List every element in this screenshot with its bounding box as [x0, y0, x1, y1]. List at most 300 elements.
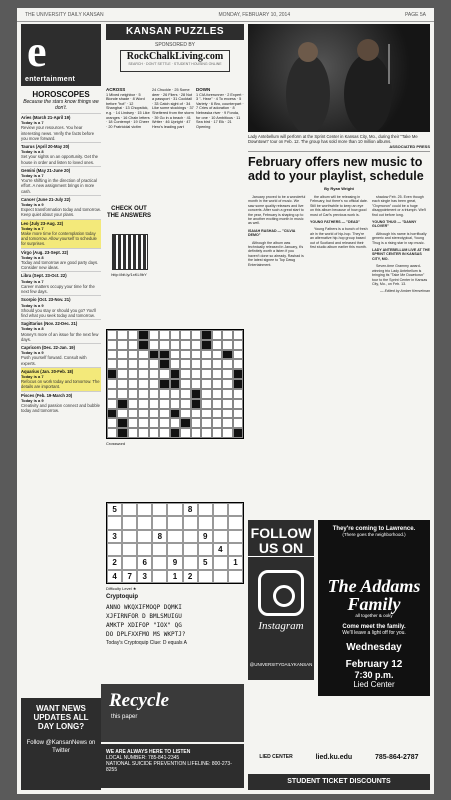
horoscope-rating: Today is a 7	[21, 278, 44, 284]
crossword-cell	[117, 330, 127, 340]
cryptoquip-line-3: AMKTP XDIFOP "IOX" QG	[106, 622, 182, 629]
crossword-cell	[201, 389, 211, 399]
down-text: 1 CIA forerunner · 2 Expert · 3 "- Hear" · 4 To excess · 5 Variety · 6 Bro, counterpart · 7 Cries of adoration · 8 Nebraska river · 9 Fonda, for one · 10 Ambitious · 11 Sea bird · 17 Elk · 21 Opening	[196, 92, 244, 129]
crossword-cell	[191, 409, 201, 419]
crossword-cell	[117, 369, 127, 379]
crossword-cell	[180, 418, 190, 428]
crossword-cell	[222, 409, 232, 419]
crossword-cell	[128, 418, 138, 428]
down-label: DOWN	[196, 87, 211, 92]
across-label: ACROSS	[106, 87, 126, 92]
sudoku-cell	[152, 516, 167, 529]
cryptoquip-line-4: DO DPLFXXFMO MS WKPTJ?	[106, 631, 186, 638]
crossword-cell	[128, 409, 138, 419]
sudoku-cell	[152, 543, 167, 556]
crossword-cell	[159, 359, 169, 369]
down-clues	[196, 88, 244, 129]
crossword-cell	[201, 418, 211, 428]
sudoku-grid	[106, 502, 244, 584]
crossword-cell	[138, 350, 148, 360]
headquarters-ad	[101, 744, 244, 788]
crossword-cell	[212, 340, 222, 350]
crossword-cell	[159, 389, 169, 399]
hq-line-2: LOCAL NUMBER: 785-841-2345	[106, 755, 180, 761]
sudoku-cell	[183, 543, 198, 556]
answers-url[interactable]: http://bit.ly/1xKL9bY	[111, 272, 147, 277]
crossword-cell	[191, 330, 201, 340]
addams-line-1: Come meet the family.	[342, 624, 406, 630]
across-text-2: 24 Chuckle · 25 Some deer · 26 Fliers · 28 Not a passport · 31 Cocktail · 33 Catch sight of · 34 Like some stockings · 37 Sheltered from the storm · 39 Go in a beach · 41 Writer · 46 Upright · 47 Hero's leading part	[152, 88, 194, 129]
sudoku-cell: 9	[167, 556, 182, 569]
addams-line-2: We'll leave a light off for you.	[342, 630, 406, 636]
crossword-cell	[107, 340, 117, 350]
sponsor-tagline: SEARCH · DON'T SETTLE · STUDENT HOUSING ONLINE	[128, 62, 222, 66]
horoscope-text: Push yourself forward. Consult with experts.	[21, 355, 87, 366]
recycle-ad	[101, 684, 244, 742]
crossword-cell	[212, 428, 222, 438]
horoscope-entry	[21, 195, 101, 219]
cryptoquip-line-1: ANNO WKQXIFMOQP DQMKI	[106, 604, 182, 611]
horoscope-rating: Today is a 8	[21, 326, 44, 332]
horoscope-entry	[21, 248, 101, 272]
crossword-cell	[212, 379, 222, 389]
recycle-title: Recycle	[109, 690, 170, 711]
crossword-cell	[128, 428, 138, 438]
crossword-cell	[233, 389, 243, 399]
crossword-cell	[222, 330, 232, 340]
sudoku-cell	[213, 516, 228, 529]
crossword-cell	[107, 330, 117, 340]
sudoku-cell	[137, 543, 152, 556]
sponsored-by: SPONSORED BY	[154, 42, 195, 48]
sponsor-logo[interactable]	[120, 50, 230, 72]
crossword-cell	[222, 428, 232, 438]
crossword-cell	[233, 330, 243, 340]
crossword-cell	[128, 350, 138, 360]
horoscope-name: Leo (July 23-Aug. 22)	[21, 220, 64, 226]
horoscope-entry	[21, 319, 101, 343]
crossword-cell	[222, 379, 232, 389]
sudoku-cell: 2	[183, 570, 198, 583]
sudoku-cell	[198, 543, 213, 556]
horoscope-name: Sagittarius (Nov. 22-Dec. 21)	[21, 321, 78, 327]
crossword-cell	[222, 399, 232, 409]
crossword-cell	[212, 389, 222, 399]
cryptoquip	[106, 594, 244, 648]
crossword-cell	[159, 330, 169, 340]
concert-photo-image	[248, 24, 430, 132]
sudoku-cell	[167, 543, 182, 556]
crossword-cell	[128, 359, 138, 369]
horoscope-name: Scorpio (Oct. 23-Nov. 21)	[21, 297, 71, 303]
crossword-cell	[159, 418, 169, 428]
crossword-cell	[180, 409, 190, 419]
sudoku-cell	[228, 570, 243, 583]
crossword-cell	[138, 428, 148, 438]
addams-family-ad[interactable]	[318, 520, 430, 696]
crossword-cell	[233, 428, 243, 438]
crossword-cell	[159, 428, 169, 438]
crossword-cell	[138, 379, 148, 389]
crossword-cell	[212, 409, 222, 419]
crossword-cell	[107, 409, 117, 419]
crossword-cell	[180, 379, 190, 389]
sudoku-cell	[228, 516, 243, 529]
article-subhead: YOUNG THUG — "DANNY GLOVER"	[372, 220, 417, 229]
sudoku-cell	[122, 543, 137, 556]
horoscope-name: Gemini (May 21-June 20)	[21, 167, 71, 173]
sudoku-cell	[137, 503, 152, 516]
horoscope-text: Make more time for contemplation today and tomorrow. Allow yourself to schedule for surprises.	[21, 231, 97, 247]
logo-letter-e: e	[27, 27, 47, 76]
lied-name: LIED CENTER	[259, 754, 293, 760]
sudoku-cell	[107, 543, 122, 556]
sudoku-cell	[213, 556, 228, 569]
sudoku-cell	[198, 516, 213, 529]
horoscope-entry	[21, 367, 101, 391]
sudoku-cell: 6	[137, 556, 152, 569]
addams-venue: Lied Center	[353, 680, 395, 689]
crossword-cell	[107, 418, 117, 428]
horoscopes-subtitle: Because the stars know things we don't.	[23, 99, 99, 111]
horoscope-entry	[21, 166, 101, 195]
sudoku-cell: 7	[122, 570, 137, 583]
issue-date: MONDAY, FEBRUARY 10, 2014	[218, 11, 291, 18]
sudoku-cell	[228, 543, 243, 556]
crossword-cell	[107, 350, 117, 360]
horoscope-entry	[21, 219, 101, 248]
addams-date: February 12	[345, 659, 403, 670]
crossword-cell	[138, 340, 148, 350]
horoscope-text: Review your resources. You hear interesting news. Verify the facts before you move forward.	[21, 125, 95, 141]
sudoku-cell: 8	[183, 503, 198, 516]
crossword-cell	[117, 428, 127, 438]
crossword-cell	[201, 330, 211, 340]
crossword-cell	[138, 369, 148, 379]
crossword-cell	[222, 369, 232, 379]
horoscope-rating: Today is a 9	[21, 302, 44, 308]
addams-time: 7:30 p.m.	[354, 670, 394, 680]
lied-center-footer	[248, 744, 430, 770]
horoscope-rating: Today is a 8	[21, 254, 44, 260]
crossword-cell	[117, 389, 127, 399]
crossword-cell	[128, 330, 138, 340]
cryptoquip-line-2: XJFIRNFOR D BMLSMUIGU	[106, 613, 182, 620]
sudoku-cell: 1	[167, 570, 182, 583]
crossword-cell	[222, 350, 232, 360]
across-clues-1	[106, 88, 150, 129]
article-col-2	[310, 195, 368, 297]
crossword-cell	[128, 389, 138, 399]
want-news-ad[interactable]	[21, 698, 101, 790]
photo-credit: ASSOCIATED PRESS	[389, 144, 430, 149]
crossword-cell	[159, 409, 169, 419]
crossword-cell	[107, 428, 117, 438]
crossword-cell	[201, 359, 211, 369]
crossword-cell	[201, 428, 211, 438]
crossword-cell	[233, 418, 243, 428]
sudoku-cell	[183, 530, 198, 543]
newspaper-page	[17, 8, 434, 794]
horoscope-text: Expect transformation today and tomorrow. Keep quiet about your plans.	[21, 207, 101, 218]
crossword-cell	[170, 409, 180, 419]
addams-subtitle: all together & ooky	[355, 613, 393, 618]
crossword-cell	[117, 340, 127, 350]
caption-text: Lady Antebellum will perform at the Sprint Center in Kansas City, Mo., during their "Take Me Downtown" tour on Feb. 12. The group has sold more than 10 million albums.	[248, 134, 418, 144]
sudoku-cell: 4	[107, 570, 122, 583]
crossword-cell	[180, 428, 190, 438]
sudoku-cell	[122, 530, 137, 543]
sudoku-cell	[167, 503, 182, 516]
crossword-cell	[201, 399, 211, 409]
crossword-cell	[149, 389, 159, 399]
sudoku-cell	[122, 503, 137, 516]
crossword-cell	[201, 409, 211, 419]
hq-line-3: NATIONAL SUICIDE PREVENTION LIFELINE: 800-273-8255	[106, 761, 232, 773]
camera-icon	[258, 570, 304, 616]
crossword-cell	[149, 359, 159, 369]
lied-site[interactable]: lied.ku.edu	[315, 753, 353, 761]
horoscope-rating: Today is a 9	[21, 202, 44, 208]
crossword-cell	[170, 379, 180, 389]
sudoku-cell: 5	[198, 556, 213, 569]
article-paragraph: January proved to be a wonderful month in the world of music. We saw some quality releases and live concerts. After such a great start to the year, February is shaping up to be another exciting month in music as well.	[248, 195, 306, 226]
sudoku-cell	[152, 556, 167, 569]
crossword-cell	[212, 350, 222, 360]
article-paragraph: shadow Feb. 25. Even though each single has been great, "Oxymoron" could be a huge disappointment or a triumph. We'll find out before long.	[372, 195, 427, 217]
crossword-cell	[222, 418, 232, 428]
crossword-cell	[170, 369, 180, 379]
sudoku-cell	[228, 530, 243, 543]
crossword-cell	[149, 330, 159, 340]
crossword-cell	[191, 428, 201, 438]
horoscope-name: Virgo (Aug. 23-Sept. 22)	[21, 249, 69, 255]
crossword-cell	[128, 340, 138, 350]
crossword-cell	[191, 399, 201, 409]
crossword-cell	[222, 340, 232, 350]
horoscope-entry	[21, 391, 101, 415]
crossword-cell	[149, 350, 159, 360]
crossword-cell	[149, 340, 159, 350]
crossword-cell	[149, 428, 159, 438]
crossword-cell	[138, 389, 148, 399]
sudoku-cell	[137, 516, 152, 529]
crossword-cell	[159, 369, 169, 379]
instagram-ad[interactable]	[248, 520, 314, 680]
crossword-cell	[201, 379, 211, 389]
article-col-3	[372, 195, 430, 297]
article-subhead: ISAIAH RASHAD — "CILVIA DEMO"	[248, 228, 296, 238]
sudoku-cell	[107, 516, 122, 529]
horoscope-rating: Today is a 7	[21, 173, 44, 179]
horoscope-name: Capricorn (Dec. 22-Jan. 19)	[21, 344, 75, 350]
cryptoquip-label: Cryptoquip	[106, 594, 138, 600]
horoscope-rating: Today is a 7	[21, 373, 44, 379]
horoscope-entry	[21, 142, 101, 166]
crossword-cell	[170, 330, 180, 340]
crossword-cell	[233, 350, 243, 360]
sudoku-cell: 3	[137, 570, 152, 583]
sudoku-cell: 4	[213, 543, 228, 556]
horoscope-text: Creativity and passion connect and bubble today and tomorrow.	[21, 402, 100, 414]
paper-name: THE UNIVERSITY DAILY KANSAN	[25, 11, 104, 18]
article-subhead: YOUNG FATHERS — "DEAD"	[310, 220, 360, 225]
crossword-cell	[138, 409, 148, 419]
section-label: entertainment	[25, 76, 76, 83]
left-column	[21, 24, 101, 790]
addams-tagline: They're coming to Lawrence.	[332, 526, 416, 532]
horoscope-text: Career matters occupy your time for the next few days.	[21, 283, 95, 295]
crossword-cell	[191, 418, 201, 428]
sponsor-name: RockChalkLiving.com	[126, 51, 224, 62]
crossword-cell	[107, 399, 117, 409]
crossword-cell	[180, 330, 190, 340]
entertainment-logo	[21, 24, 101, 86]
horoscope-entry	[21, 271, 101, 295]
horoscope-name: Cancer (June 21-July 22)	[21, 196, 71, 202]
crossword-cell	[233, 379, 243, 389]
sudoku-cell	[167, 516, 182, 529]
horoscope-text: Refocus on work today and tomorrow. The details are important.	[21, 379, 100, 390]
horoscope-name: Pisces (Feb. 19-March 20)	[21, 392, 73, 398]
crossword-cell	[128, 369, 138, 379]
crossword-cell	[191, 340, 201, 350]
recycle-subtitle: this paper	[111, 714, 138, 720]
sudoku-cell	[122, 516, 137, 529]
sudoku-cell	[137, 530, 152, 543]
want-news-handle: Follow @KansanNews on Twitter	[26, 740, 96, 754]
crossword-cell	[149, 369, 159, 379]
crossword-cell	[117, 409, 127, 419]
crossword-cell	[107, 389, 117, 399]
crossword-cell	[170, 389, 180, 399]
horoscope-rating: Today is a 7	[21, 120, 44, 126]
sudoku-cell	[213, 503, 228, 516]
sudoku-cell	[198, 503, 213, 516]
sudoku-cell	[198, 570, 213, 583]
sudoku-cell	[213, 530, 228, 543]
crossword-cell	[233, 359, 243, 369]
article-editor: — Edited by Amber Kenselman	[379, 289, 430, 294]
horoscope-rating: Today is a 9	[21, 350, 44, 356]
crossword-cell	[170, 428, 180, 438]
qr-code[interactable]	[112, 234, 148, 270]
crossword-cell	[159, 350, 169, 360]
crossword-cell	[201, 350, 211, 360]
crossword-cell	[107, 359, 117, 369]
crossword-cell	[222, 359, 232, 369]
sudoku-cell: 5	[107, 503, 122, 516]
crossword-cell	[117, 359, 127, 369]
crossword-cell	[159, 399, 169, 409]
horoscope-list	[21, 113, 101, 414]
sudoku-cell	[213, 570, 228, 583]
horoscope-name: Taurus (April 20-May 20)	[21, 144, 70, 150]
crossword-cell	[149, 399, 159, 409]
crossword-cell	[222, 389, 232, 399]
across-text-1: 1 Mixed neighbor · 5 Blonde shade · 8 Word before "hot" · 12 Shanghai · 13 Chopstick, e.g. · 14 Lindsey · 15 Like oranges · 16 Chain letters · 18 Contempt · 19 Cheer · 20 Fratricidal victim	[106, 92, 150, 129]
crossword-cell	[128, 379, 138, 389]
instagram-wordmark: Instagram	[258, 620, 304, 632]
crossword-cell	[212, 369, 222, 379]
horoscope-text: Should you stay or should you go? You'll find what you seek today and tomorrow.	[21, 307, 97, 318]
article-body	[248, 195, 430, 297]
sudoku-cell: 1	[228, 556, 243, 569]
sudoku-cell: 3	[107, 530, 122, 543]
want-news-headline: WANT NEWS UPDATES ALL DAY LONG?	[33, 704, 89, 731]
crossword-cell	[128, 399, 138, 409]
crossword-cell	[170, 340, 180, 350]
crossword-cell	[212, 359, 222, 369]
crossword-cell	[159, 379, 169, 389]
sudoku-cell	[122, 556, 137, 569]
crossword-cell	[180, 389, 190, 399]
puzzles-title: KANSAN PUZZLES	[106, 24, 244, 40]
horoscope-rating: Today is a 8	[21, 149, 44, 155]
crossword-cell	[180, 399, 190, 409]
crossword-cell	[180, 350, 190, 360]
horoscope-name: Libra (Sept. 23-Oct. 22)	[21, 273, 67, 279]
crossword-cell	[212, 399, 222, 409]
puzzles-column	[106, 24, 244, 790]
concert-photo	[248, 24, 430, 132]
horoscope-rating: Today is a 9	[21, 397, 44, 403]
addams-day: Wednesday	[346, 642, 402, 653]
crossword-cell	[191, 359, 201, 369]
crossword-cell	[107, 369, 117, 379]
sudoku-cell: 9	[198, 530, 213, 543]
crossword-cell	[149, 418, 159, 428]
page-header	[17, 8, 434, 22]
crossword-cell	[138, 418, 148, 428]
crossword-cell	[117, 418, 127, 428]
crossword-cell	[191, 350, 201, 360]
student-ticket-banner: STUDENT TICKET DISCOUNTS	[248, 774, 430, 790]
horoscope-entry	[21, 343, 101, 367]
across-clues-2	[152, 88, 194, 129]
lied-phone: 785-864-2787	[374, 753, 419, 761]
addams-tagline-sub: (There goes the neighborhood.)	[342, 532, 406, 537]
sudoku-cell	[152, 570, 167, 583]
crossword-grid	[106, 329, 244, 439]
addams-title: The Addams Family	[327, 576, 421, 614]
article-paragraph: Although his name is horrifically generic and stereotypical, Young Thug is a rising star in rap music.	[372, 231, 427, 245]
horoscope-text: You're shifting in the direction of practical effort. A new assignment brings in more cash.	[21, 178, 97, 194]
article-paragraph: Young Fathers is a bunch of fresh air in the world of hip-hop. They're an alternative hip-hop group based out of Scotland and released their first studio album earlier this month.	[310, 227, 368, 250]
article-paragraph: Although the album was technically released in January, it's definitely worth a listen if you haven't done so already. Rashad is the latest signee to Top Dawg Entertainment.	[248, 240, 304, 267]
horoscope-entry	[21, 113, 101, 142]
instagram-handle: @UNIVERSITYDAILYKANSAN	[249, 662, 313, 667]
feature-column	[248, 24, 430, 790]
crossword-cell	[170, 399, 180, 409]
crossword-cell	[149, 379, 159, 389]
horoscope-name: Aquarius (Jan. 20-Feb. 18)	[21, 368, 74, 374]
crossword-cell	[117, 399, 127, 409]
crossword-cell	[117, 379, 127, 389]
article-subhead: LADY ANTEBELLUM LIVE AT THE SPRINT CENTER IN KANSAS CITY, MO.	[372, 248, 430, 261]
horoscope-text: Set your sights on an opportunity. Get the house in order and listen to loved ones.	[21, 154, 98, 165]
crossword-cell	[233, 340, 243, 350]
crossword-cell	[138, 330, 148, 340]
sudoku-cell	[183, 516, 198, 529]
sudoku-difficulty: Difficulty Level ★	[106, 586, 137, 591]
horoscope-text: Today and tomorrow are good party days. Consider new ideas.	[21, 260, 99, 271]
photo-caption	[248, 134, 430, 152]
crossword-cell	[191, 389, 201, 399]
horoscope-name: Aries (March 21-April 19)	[21, 115, 71, 120]
crossword-cell	[107, 379, 117, 389]
crossword-cell	[212, 330, 222, 340]
